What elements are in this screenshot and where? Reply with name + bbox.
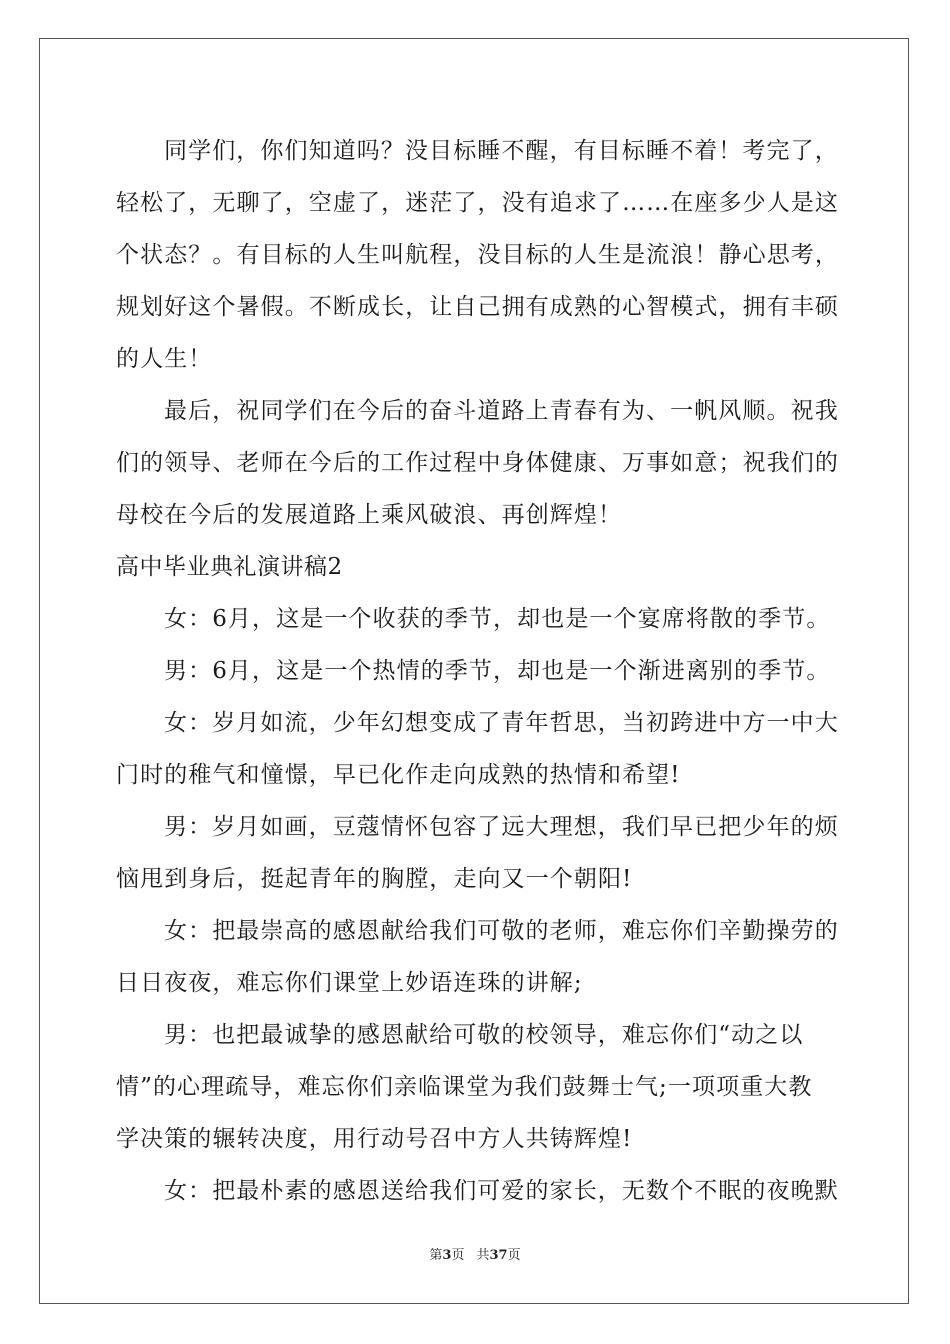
page-number: 3: [442, 1248, 452, 1263]
paragraph-line: 女：岁月如流，少年幻想变成了青年哲思，当初跨进中方一中大: [164, 710, 839, 736]
paragraph-line: 女：把最朴素的感恩送给我们可爱的家长，无数个不眠的夜晚默: [164, 1178, 839, 1204]
paragraph-line: 情”的心理疏导，难忘你们亲临课堂为我们鼓舞士气;一项项重大教: [116, 1074, 813, 1100]
paragraph-line: 的人生！: [116, 346, 213, 372]
paragraph-line: 最后，祝同学们在今后的奋斗道路上青春有为、一帆风顺。祝我: [164, 398, 839, 424]
paragraph-line: 学决策的辗转决度，用行动号召中方人共铸辉煌!: [116, 1126, 633, 1152]
paragraph-line: 男：也把最诚挚的感恩献给可敬的校领导，难忘你们“动之以: [164, 1022, 804, 1048]
paragraph-line: 日日夜夜，难忘你们课堂上妙语连珠的讲解;: [116, 970, 583, 996]
paragraph-line: 们的领导、老师在今后的工作过程中身体健康、万事如意；祝我们的: [116, 450, 839, 476]
paragraph-line: 男：岁月如画，豆蔻情怀包容了远大理想，我们早已把少年的烦: [164, 814, 839, 840]
paragraph-line: 女：6月，这是一个收获的季节，却也是一个宴席将散的季节。: [164, 606, 831, 632]
paragraph-line: 男：6月，这是一个热情的季节，却也是一个渐进离别的季节。: [164, 658, 831, 684]
page-suffix: 页: [451, 1248, 465, 1263]
paragraph-line: 门时的稚气和憧憬，早已化作走向成熟的热情和希望!: [116, 762, 681, 788]
total-suffix: 页: [507, 1248, 521, 1263]
page-footer: [0, 1247, 950, 1265]
paragraph-line: 个状态？。有目标的人生叫航程，没目标的人生是流浪！静心思考，: [116, 242, 839, 268]
paragraph-line: 恼甩到身后，挺起青年的胸膛，走向又一个朝阳!: [116, 866, 633, 892]
paragraph-line: 女：把最崇高的感恩献给我们可敬的老师，难忘你们辛勤操劳的: [164, 918, 839, 944]
paragraph-line: 同学们，你们知道吗？没目标睡不醒，有目标睡不着！考完了，: [164, 138, 839, 164]
page-prefix: 第: [429, 1248, 443, 1263]
document-body: [116, 125, 839, 1217]
total-pages: 37: [489, 1248, 508, 1263]
total-prefix: 共: [476, 1248, 490, 1263]
section-heading: 高中毕业典礼演讲稿2: [116, 554, 343, 580]
paragraph-line: 轻松了，无聊了，空虚了，迷茫了，没有追求了……在座多少人是这: [116, 190, 839, 216]
paragraph-line: 规划好这个暑假。不断成长，让自己拥有成熟的心智模式，拥有丰硕: [116, 294, 839, 320]
paragraph-line: 母校在今后的发展道路上乘风破浪、再创辉煌！: [116, 502, 623, 528]
